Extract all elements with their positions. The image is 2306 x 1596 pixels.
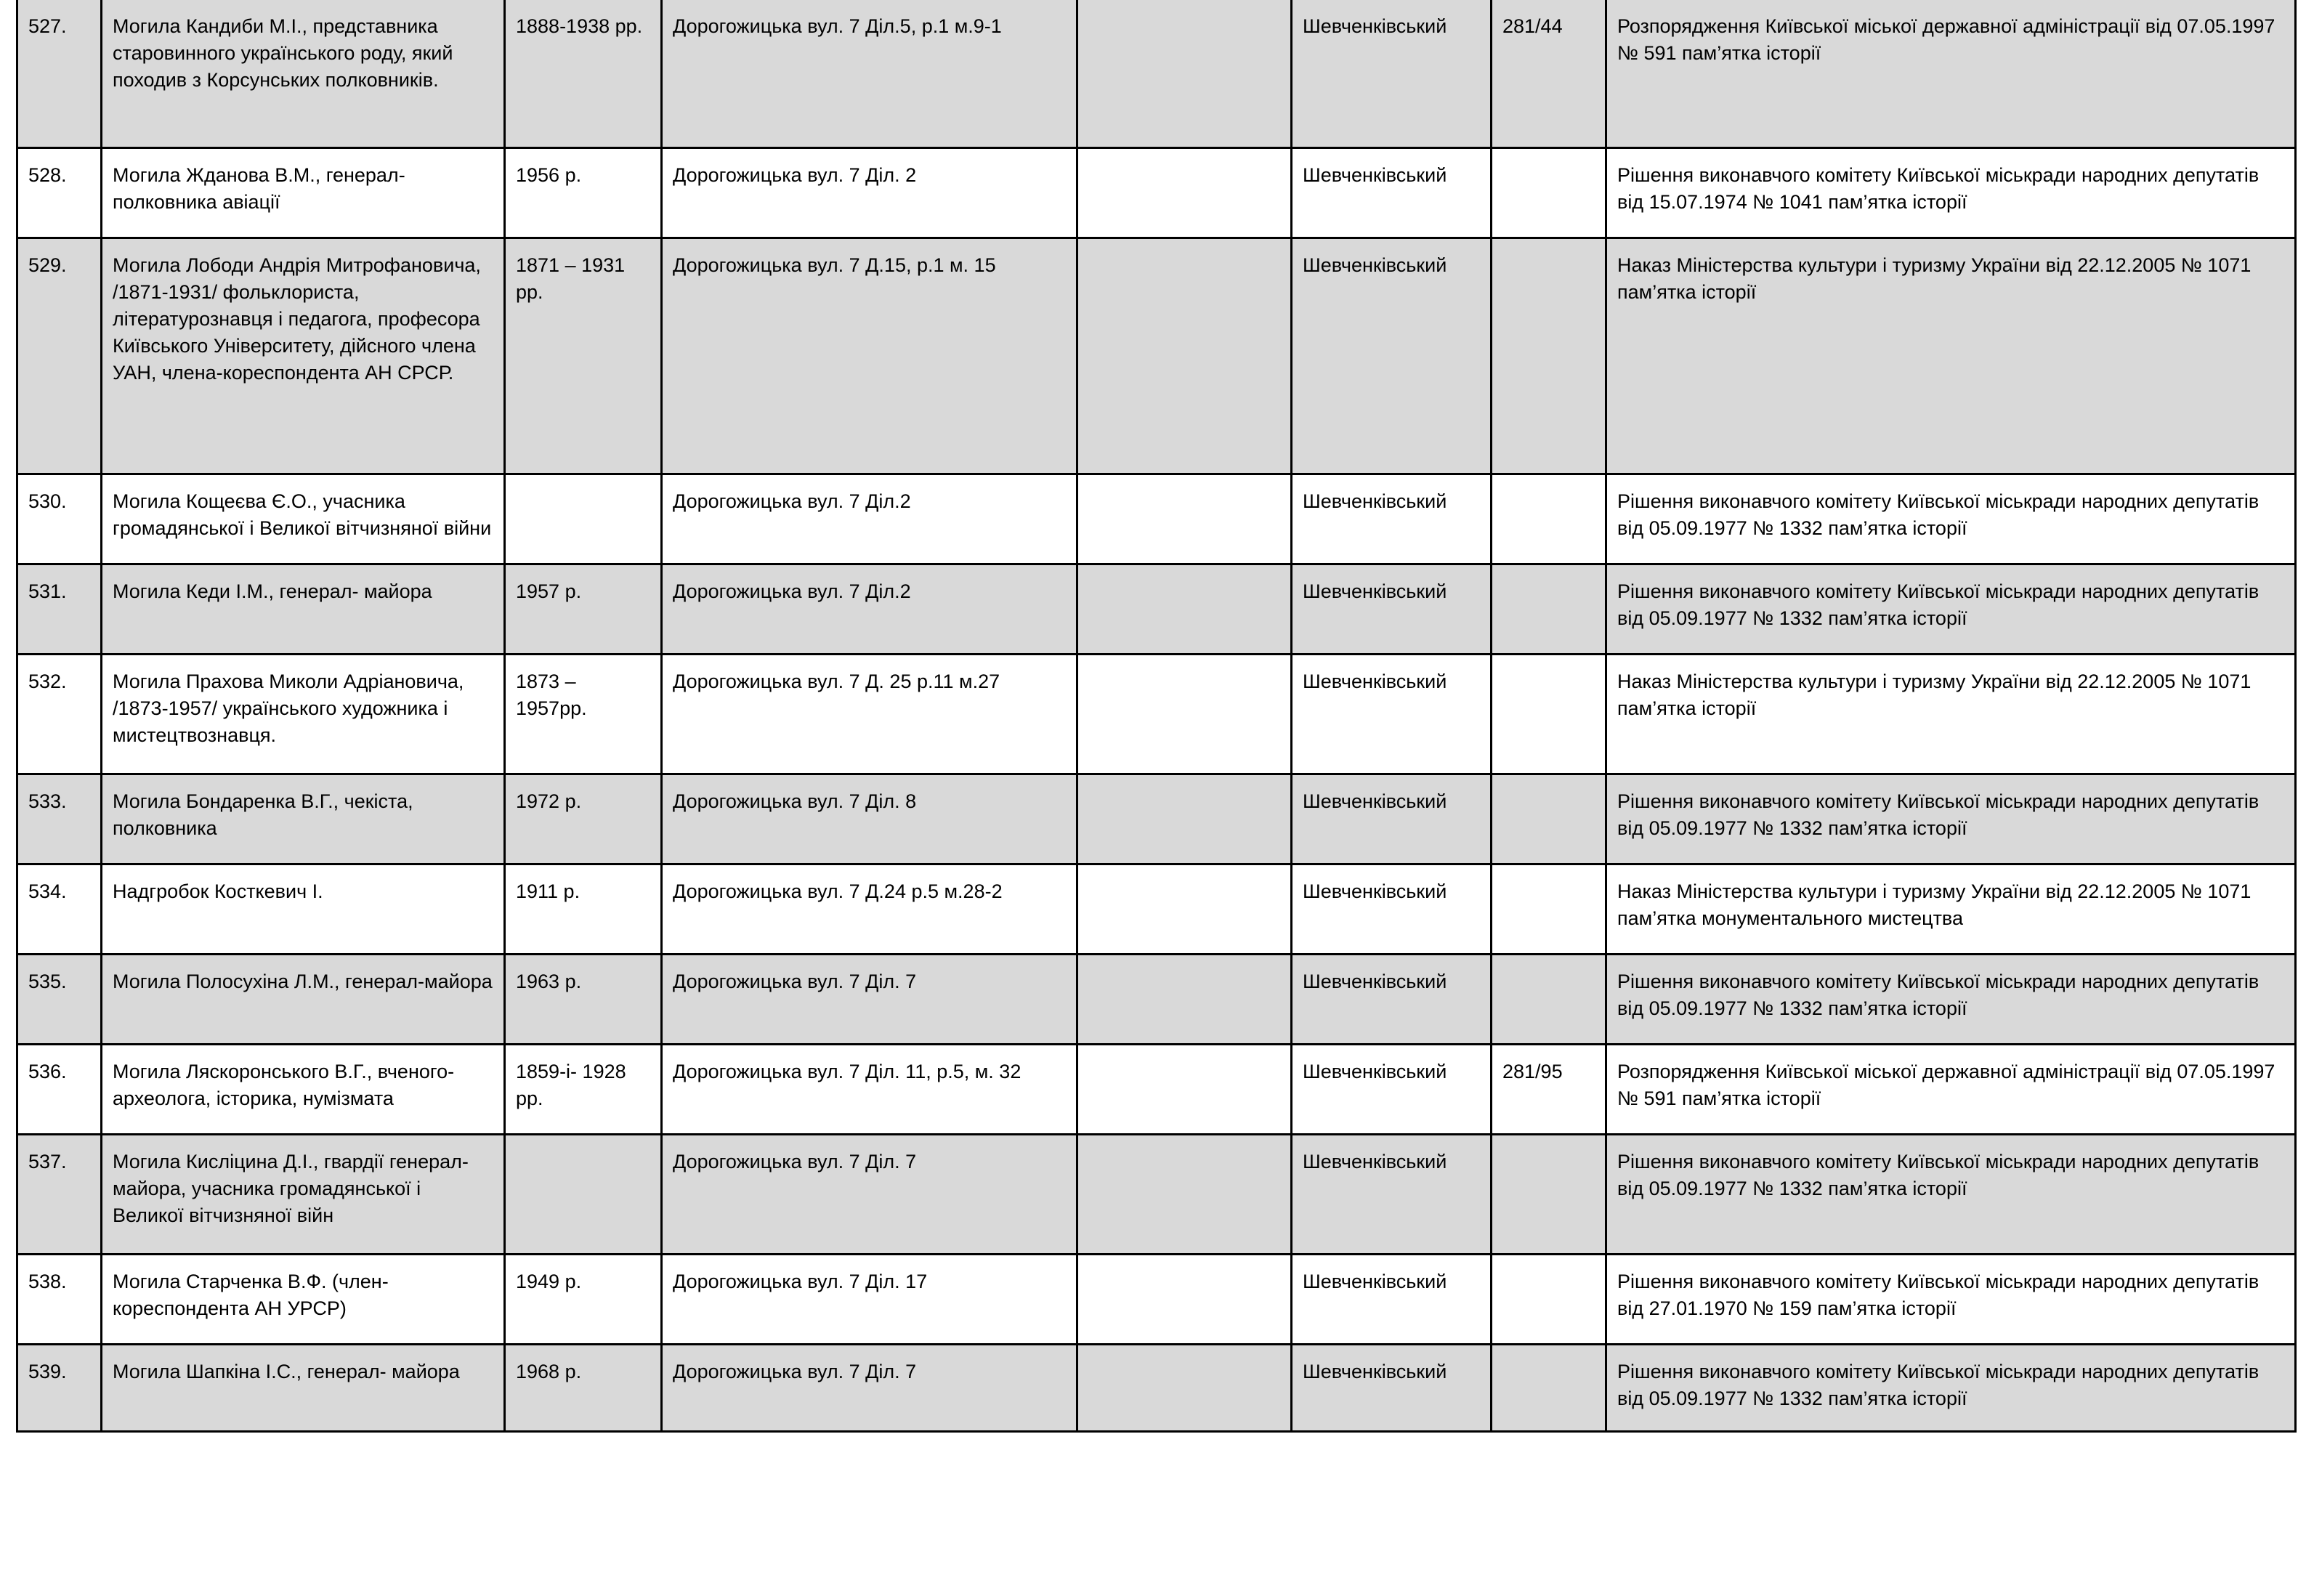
protection-code: [1492, 147, 1606, 238]
protection-code: [1492, 474, 1606, 564]
district: Шевченківський: [1292, 1134, 1492, 1254]
monument-years: 1911 р.: [505, 864, 662, 954]
monument-address: Дорогожицька вул. 7 Діл. 8: [662, 774, 1077, 864]
table-row: [17, 954, 2296, 1044]
monument-name: Могила Ляскоронського В.Г., вченого-археолога, історика, нумізмата: [102, 1044, 505, 1134]
district: Шевченківський: [1292, 0, 1492, 147]
protection-code: [1492, 238, 1606, 474]
district: Шевченківський: [1292, 1344, 1492, 1431]
protection-code: [1492, 774, 1606, 864]
table-row: [17, 564, 2296, 654]
empty-cell: [1077, 147, 1292, 238]
row-number: 535.: [17, 954, 102, 1044]
legal-document: Рішення виконавчого комітету Київської міськради народних депутатів від 05.09.1977 № 1332 пам’ятка історії: [1606, 774, 2296, 864]
monument-years: 1972 р.: [505, 774, 662, 864]
row-number: 529.: [17, 238, 102, 474]
table-row: [17, 1254, 2296, 1344]
monument-address: Дорогожицька вул. 7 Діл.2: [662, 564, 1077, 654]
monuments-register-table: [16, 0, 2297, 1433]
row-number: 532.: [17, 654, 102, 774]
table-row: [17, 774, 2296, 864]
monument-address: Дорогожицька вул. 7 Діл.5, р.1 м.9-1: [662, 0, 1077, 147]
protection-code: 281/44: [1492, 0, 1606, 147]
monument-address: Дорогожицька вул. 7 Діл. 11, р.5, м. 32: [662, 1044, 1077, 1134]
monument-address: Дорогожицька вул. 7 Діл. 2: [662, 147, 1077, 238]
empty-cell: [1077, 774, 1292, 864]
protection-code: 281/95: [1492, 1044, 1606, 1134]
district: Шевченківський: [1292, 238, 1492, 474]
legal-document: Рішення виконавчого комітету Київської міськради народних депутатів від 27.01.1970 № 159 пам’ятка історії: [1606, 1254, 2296, 1344]
protection-code: [1492, 1344, 1606, 1431]
empty-cell: [1077, 864, 1292, 954]
table-row: [17, 654, 2296, 774]
monument-years: [505, 474, 662, 564]
protection-code: [1492, 654, 1606, 774]
district: Шевченківський: [1292, 954, 1492, 1044]
monument-address: Дорогожицька вул. 7 Діл. 17: [662, 1254, 1077, 1344]
protection-code: [1492, 864, 1606, 954]
protection-code: [1492, 564, 1606, 654]
monument-address: Дорогожицька вул. 7 Діл. 7: [662, 1134, 1077, 1254]
monument-address: Дорогожицька вул. 7 Д. 25 р.11 м.27: [662, 654, 1077, 774]
monument-years: 1888-1938 рр.: [505, 0, 662, 147]
monument-years: 1873 – 1957рр.: [505, 654, 662, 774]
row-number: 528.: [17, 147, 102, 238]
district: Шевченківський: [1292, 1044, 1492, 1134]
row-number: 531.: [17, 564, 102, 654]
table-row: [17, 1134, 2296, 1254]
row-number: 533.: [17, 774, 102, 864]
empty-cell: [1077, 1044, 1292, 1134]
district: Шевченківський: [1292, 474, 1492, 564]
legal-document: Рішення виконавчого комітету Київської міськради народних депутатів від 15.07.1974 № 1041 пам’ятка історії: [1606, 147, 2296, 238]
legal-document: Наказ Міністерства культури і туризму України від 22.12.2005 № 1071 пам’ятка історії: [1606, 654, 2296, 774]
monument-address: Дорогожицька вул. 7 Діл. 7: [662, 1344, 1077, 1431]
monument-years: [505, 1134, 662, 1254]
table-row: [17, 147, 2296, 238]
monument-years: 1949 р.: [505, 1254, 662, 1344]
legal-document: Наказ Міністерства культури і туризму України від 22.12.2005 № 1071 пам’ятка історії: [1606, 238, 2296, 474]
row-number: 527.: [17, 0, 102, 147]
empty-cell: [1077, 1254, 1292, 1344]
district: Шевченківський: [1292, 564, 1492, 654]
empty-cell: [1077, 654, 1292, 774]
empty-cell: [1077, 564, 1292, 654]
monument-years: 1963 р.: [505, 954, 662, 1044]
monument-years: 1968 р.: [505, 1344, 662, 1431]
protection-code: [1492, 1134, 1606, 1254]
protection-code: [1492, 954, 1606, 1044]
legal-document: Рішення виконавчого комітету Київської міськради народних депутатів від 05.09.1977 № 1332 пам’ятка історії: [1606, 954, 2296, 1044]
table-row: [17, 474, 2296, 564]
monument-address: Дорогожицька вул. 7 Діл.2: [662, 474, 1077, 564]
monument-name: Могила Кисліцина Д.І., гвардії генерал-майора, учасника громадянської і Великої вітчизняної війн: [102, 1134, 505, 1254]
empty-cell: [1077, 0, 1292, 147]
legal-document: Наказ Міністерства культури і туризму України від 22.12.2005 № 1071 пам’ятка монументального мистецтва: [1606, 864, 2296, 954]
table-body: [17, 0, 2296, 1431]
protection-code: [1492, 1254, 1606, 1344]
table-row: [17, 238, 2296, 474]
monument-address: Дорогожицька вул. 7 Діл. 7: [662, 954, 1077, 1044]
table-row: [17, 0, 2296, 147]
monument-name: Могила Старченка В.Ф. (член-кореспондента АН УРСР): [102, 1254, 505, 1344]
monument-address: Дорогожицька вул. 7 Д.15, р.1 м. 15: [662, 238, 1077, 474]
monument-name: Могила Прахова Миколи Адріановича, /1873-1957/ українського художника і мистецтвознавця.: [102, 654, 505, 774]
monument-address: Дорогожицька вул. 7 Д.24 р.5 м.28-2: [662, 864, 1077, 954]
monument-name: Могила Шапкіна І.С., генерал- майора: [102, 1344, 505, 1431]
monument-name: Надгробок Косткевич І.: [102, 864, 505, 954]
monument-years: 1956 р.: [505, 147, 662, 238]
empty-cell: [1077, 238, 1292, 474]
monument-years: 1871 – 1931 рр.: [505, 238, 662, 474]
legal-document: Розпорядження Київської міської державної адміністрації від 07.05.1997 № 591 пам’ятка історії: [1606, 1044, 2296, 1134]
row-number: 530.: [17, 474, 102, 564]
monument-name: Могила Кощеєва Є.О., учасника громадянської і Великої вітчизняної війни: [102, 474, 505, 564]
district: Шевченківський: [1292, 864, 1492, 954]
table-row: [17, 1344, 2296, 1431]
district: Шевченківський: [1292, 147, 1492, 238]
monument-name: Могила Кеди І.М., генерал- майора: [102, 564, 505, 654]
row-number: 538.: [17, 1254, 102, 1344]
district: Шевченківський: [1292, 654, 1492, 774]
monument-name: Могила Лободи Андрія Митрофановича, /1871-1931/ фольклориста, літературознавця і педагога, професора Київського Університету, дійсного члена УАН, члена-кореспондента АН СРСР.: [102, 238, 505, 474]
legal-document: Рішення виконавчого комітету Київської міськради народних депутатів від 05.09.1977 № 1332 пам’ятка історії: [1606, 474, 2296, 564]
row-number: 536.: [17, 1044, 102, 1134]
monument-name: Могила Бондаренка В.Г., чекіста, полковника: [102, 774, 505, 864]
empty-cell: [1077, 954, 1292, 1044]
empty-cell: [1077, 1134, 1292, 1254]
table-row: [17, 864, 2296, 954]
row-number: 534.: [17, 864, 102, 954]
row-number: 539.: [17, 1344, 102, 1431]
legal-document: Рішення виконавчого комітету Київської міськради народних депутатів від 05.09.1977 № 1332 пам’ятка історії: [1606, 1134, 2296, 1254]
monument-name: Могила Полосухіна Л.М., генерал-майора: [102, 954, 505, 1044]
monument-name: Могила Жданова В.М., генерал-полковника авіації: [102, 147, 505, 238]
empty-cell: [1077, 474, 1292, 564]
district: Шевченківський: [1292, 1254, 1492, 1344]
legal-document: Рішення виконавчого комітету Київської міськради народних депутатів від 05.09.1977 № 1332 пам’ятка історії: [1606, 564, 2296, 654]
legal-document: Рішення виконавчого комітету Київської міськради народних депутатів від 05.09.1977 № 1332 пам’ятка історії: [1606, 1344, 2296, 1431]
table-row: [17, 1044, 2296, 1134]
row-number: 537.: [17, 1134, 102, 1254]
monument-years: 1859-і- 1928 рр.: [505, 1044, 662, 1134]
empty-cell: [1077, 1344, 1292, 1431]
legal-document: Розпорядження Київської міської державної адміністрації від 07.05.1997 № 591 пам’ятка історії: [1606, 0, 2296, 147]
monument-years: 1957 р.: [505, 564, 662, 654]
monument-name: Могила Кандиби М.І., представника старовинного українського роду, який походив з Корсунських полковників.: [102, 0, 505, 147]
district: Шевченківський: [1292, 774, 1492, 864]
